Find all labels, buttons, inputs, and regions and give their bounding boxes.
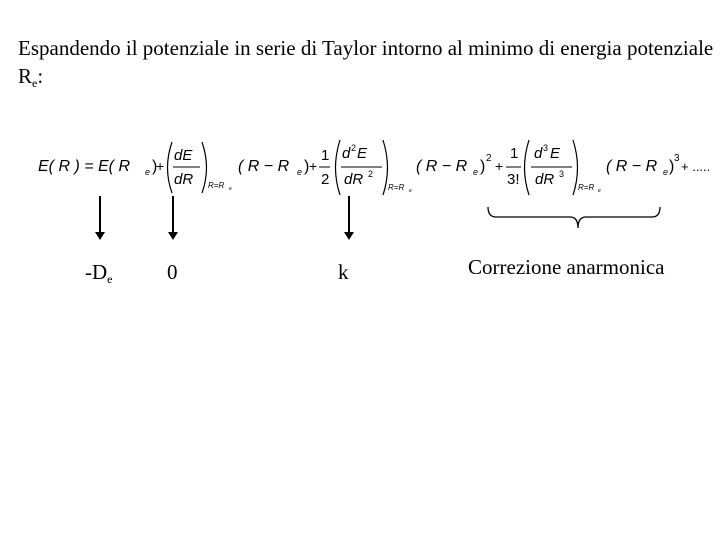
eq-dE: dE bbox=[174, 147, 193, 164]
eq-d3-exp: 3 bbox=[543, 143, 549, 153]
eq-close-paren: ) bbox=[152, 158, 158, 175]
eq-dR2: dR bbox=[344, 171, 364, 188]
eq-sub-e: e bbox=[145, 167, 151, 177]
eq-cond-2: R=R bbox=[388, 183, 405, 192]
paren-left-1 bbox=[168, 142, 173, 193]
paren-right-1 bbox=[202, 142, 207, 193]
eq-dR: dR bbox=[174, 171, 194, 188]
intro-text bbox=[18, 34, 718, 90]
eq-tail: + ..... bbox=[681, 159, 711, 174]
label-minus-De bbox=[85, 260, 113, 285]
eq-term-1-close: ) bbox=[304, 158, 310, 175]
eq-d2-exp: 2 bbox=[351, 143, 357, 153]
arrow-head-2 bbox=[168, 232, 178, 240]
intro-subscript: e bbox=[32, 76, 38, 90]
eq-d3: d bbox=[534, 145, 543, 162]
eq-term-2-sub: e bbox=[473, 167, 479, 177]
eq-two: 2 bbox=[321, 171, 330, 188]
eq-plus-3: + bbox=[495, 158, 504, 174]
eq-plus-2: + bbox=[309, 158, 318, 174]
eq-one-1: 1 bbox=[321, 147, 330, 164]
arrow-head-1 bbox=[95, 232, 105, 240]
eq-term-2-exp: 2 bbox=[486, 153, 492, 164]
arrow-head-3 bbox=[344, 232, 354, 240]
eq-cond-3-sub: e bbox=[598, 188, 601, 194]
label-zero: 0 bbox=[167, 260, 178, 284]
eq-lhs: E( R ) = E( R bbox=[38, 158, 131, 175]
eq-term-3: ( R − R bbox=[606, 158, 658, 175]
eq-term-3-exp: 3 bbox=[674, 153, 680, 164]
eq-dR3-exp: 3 bbox=[559, 169, 565, 179]
eq-term-2: ( R − R bbox=[416, 158, 468, 175]
eq-term-3-sub: e bbox=[663, 167, 669, 177]
intro-sentence: Espandendo il potenziale in serie di Taylor intorno al minimo di energia potenziale R bbox=[18, 36, 714, 88]
eq-d3-E: E bbox=[550, 145, 561, 162]
eq-term-1: ( R − R bbox=[238, 158, 290, 175]
eq-cond-2-sub: e bbox=[409, 188, 412, 194]
eq-cond-1: R=R bbox=[208, 181, 225, 190]
label-correction: Correzione anarmonica bbox=[468, 255, 665, 279]
paren-right-2 bbox=[383, 140, 388, 195]
paren-right-3 bbox=[573, 140, 578, 195]
eq-term-2-close: ) bbox=[480, 158, 486, 175]
paren-left-2 bbox=[336, 140, 341, 195]
eq-one-2: 1 bbox=[510, 145, 519, 162]
intro-colon: : bbox=[37, 64, 44, 88]
paren-left-3 bbox=[525, 140, 530, 195]
eq-cond-3: R=R bbox=[578, 183, 595, 192]
eq-d2-E: E bbox=[357, 145, 368, 162]
eq-three-fact: 3! bbox=[507, 171, 520, 188]
eq-term-3-close: ) bbox=[669, 158, 675, 175]
label-minus-D-text: -D bbox=[85, 260, 108, 284]
label-minus-D-sub: e bbox=[107, 272, 113, 286]
eq-dR3: dR bbox=[535, 171, 555, 188]
brace-anharmonic bbox=[488, 207, 660, 228]
eq-cond-1-sub: e bbox=[229, 186, 232, 192]
eq-term-1-sub: e bbox=[297, 167, 303, 177]
label-k: k bbox=[338, 260, 349, 284]
eq-d2: d bbox=[342, 145, 351, 162]
eq-dR2-exp: 2 bbox=[368, 169, 374, 179]
eq-plus-1: + bbox=[156, 158, 165, 174]
annotation-arrows bbox=[0, 190, 720, 250]
